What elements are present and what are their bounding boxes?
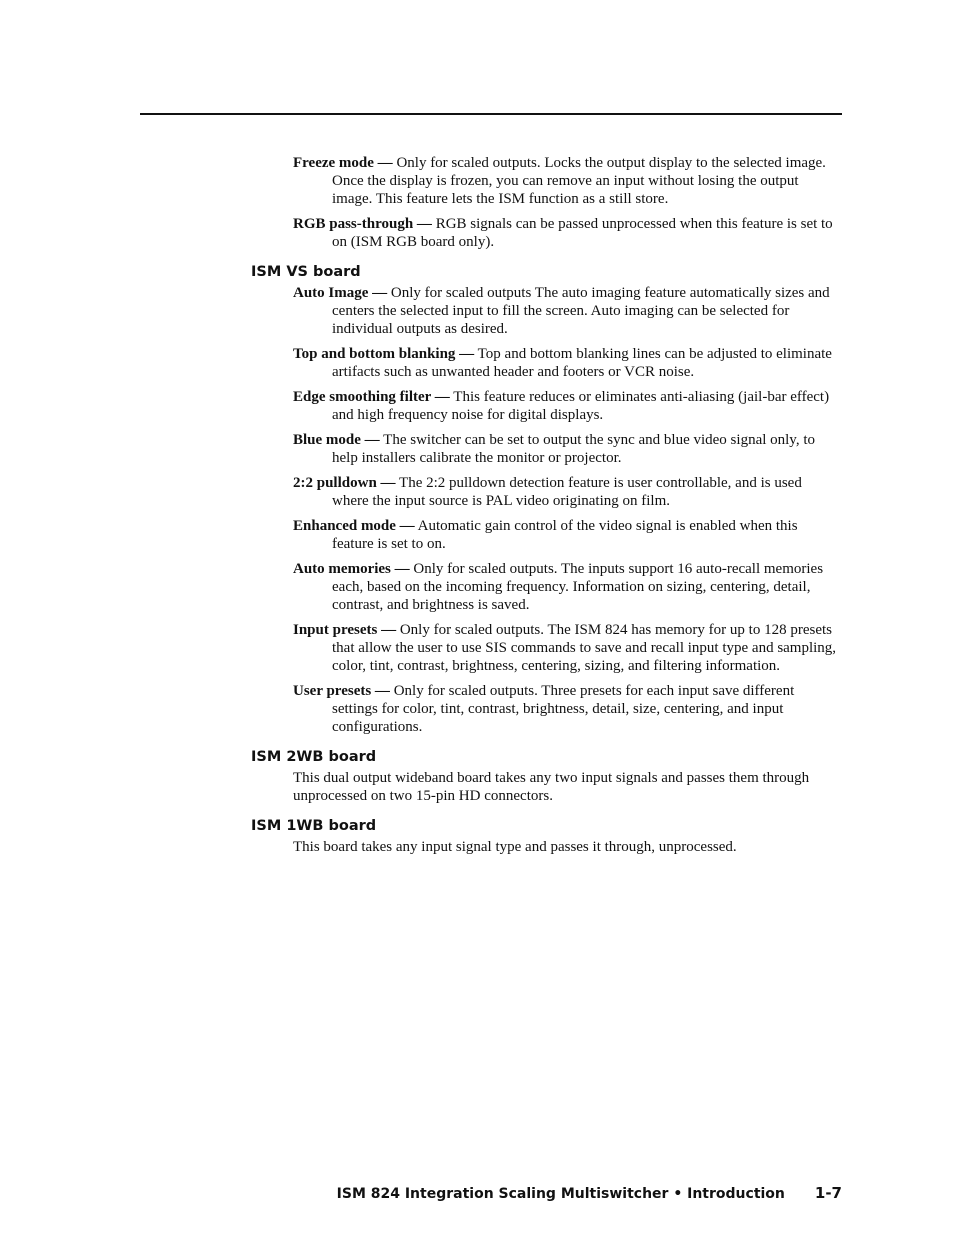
term-description: Only for scaled outputs The auto imaging feature automatically sizes and centers the selected input to fill the screen. Auto imaging can be selected for individual outputs as desired. — [332, 285, 830, 337]
term-label: 2:2 pulldown — — [293, 475, 396, 491]
definition-blanking — [293, 345, 842, 381]
term-label: Top and bottom blanking — — [293, 346, 475, 362]
section-heading-vs-board: ISM VS board — [251, 264, 361, 280]
definition-freeze-mode — [293, 154, 842, 208]
term-description: Only for scaled outputs. The ISM 824 has memory for up to 128 presets that allow the user to use SIS commands to save and recall input type and sampling, color, tint, contrast, brightness, centering, sizing, and filtering information. — [332, 622, 837, 674]
term-description: Only for scaled outputs. Three presets for each input save different settings for color, tint, contrast, brightness, detail, size, centering, and input configurations. — [332, 683, 795, 735]
term-label: RGB pass-through — — [293, 216, 432, 232]
section-heading-2wb-board: ISM 2WB board — [251, 749, 377, 765]
paragraph-2wb-board: This dual output wideband board takes any two input signals and passes them through unprocessed on two 15-pin HD connectors. — [293, 770, 810, 804]
term-description: Only for scaled outputs. Locks the output display to the selected image. Once the display is frozen, you can remove an input without losing the output image. This feature lets the ISM function as a still store. — [332, 155, 826, 207]
page-number: 1-7 — [814, 1184, 842, 1202]
term-label: Freeze mode — — [293, 155, 393, 171]
footer-title: ISM 824 Integration Scaling Multiswitcher • Introduction — [336, 1186, 785, 1202]
term-label: Enhanced mode — — [293, 518, 415, 534]
term-label: Blue mode — — [293, 432, 380, 448]
definition-auto-image — [293, 284, 842, 338]
term-description: The switcher can be set to output the sync and blue video signal only, to help installers calibrate the monitor or projector. — [332, 432, 815, 466]
section-heading-1wb-board: ISM 1WB board — [251, 818, 377, 834]
term-description: Top and bottom blanking lines can be adjusted to eliminate artifacts such as unwanted header and footers or VCR noise. — [332, 346, 832, 380]
definition-user-presets — [293, 682, 842, 736]
term-description: The 2:2 pulldown detection feature is user controllable, and is used where the input source is PAL video originating on film. — [332, 475, 802, 509]
paragraph-1wb-board: This board takes any input signal type and passes it through, unprocessed. — [293, 839, 737, 855]
term-description: Only for scaled outputs. The inputs support 16 auto-recall memories each, based on the incoming frequency. Information on sizing, centering, detail, contrast, and brightness is saved. — [332, 561, 824, 613]
page-body — [0, 154, 954, 863]
term-label: Auto memories — — [293, 561, 410, 577]
header-rule — [140, 113, 842, 115]
definition-rgb-pass-through — [293, 215, 842, 251]
page-footer — [337, 1184, 842, 1203]
term-label: User presets — — [293, 683, 390, 699]
definition-blue-mode — [293, 431, 842, 467]
term-description: RGB signals can be passed unprocessed when this feature is set to on (ISM RGB board only). — [332, 216, 833, 250]
definition-auto-memories — [293, 560, 842, 614]
definition-input-presets — [293, 621, 842, 675]
term-label: Auto Image — — [293, 285, 388, 301]
term-description: This feature reduces or eliminates anti-aliasing (jail-bar effect) and high frequency noise for digital displays. — [332, 389, 830, 423]
definition-enhanced-mode — [293, 517, 842, 553]
term-description: Automatic gain control of the video signal is enabled when this feature is set to on. — [332, 518, 798, 552]
term-label: Edge smoothing filter — — [293, 389, 450, 405]
term-label: Input presets — — [293, 622, 397, 638]
definition-edge-smoothing — [293, 388, 842, 424]
definition-pulldown — [293, 474, 842, 510]
